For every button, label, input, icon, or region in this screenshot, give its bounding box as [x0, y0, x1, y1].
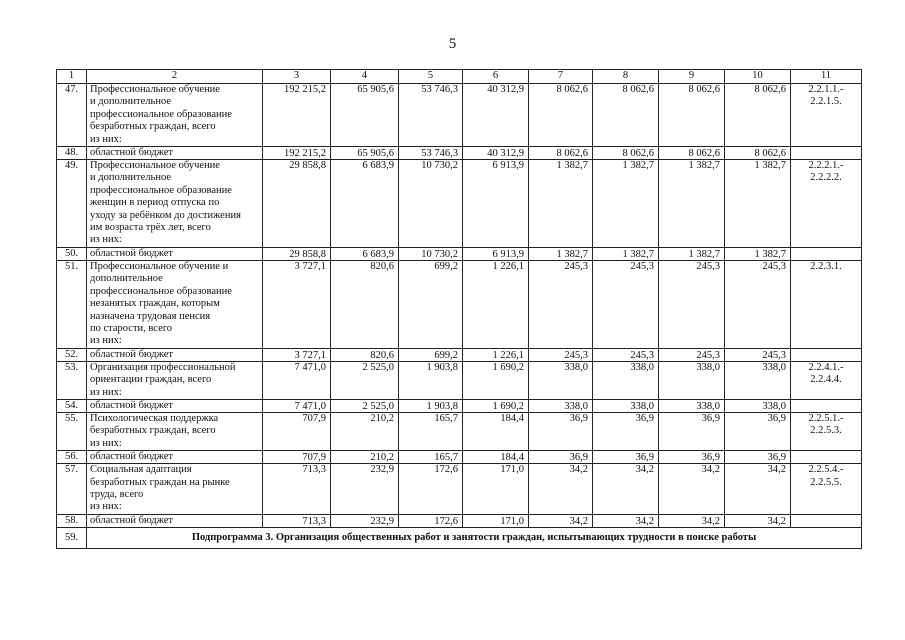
value-col9: 34,2: [659, 464, 725, 515]
value-col10: 338,0: [725, 399, 791, 412]
row-description: областной бюджет: [87, 399, 263, 412]
row-index: 56.: [57, 451, 87, 464]
row-description: Профессиональное обучение и дополнительное профессиональное образование незанятых граждан, которым назначена трудовая пенсия по старости, всего из них:: [87, 260, 263, 348]
value-col4: 2 525,0: [331, 399, 399, 412]
value-col8: 338,0: [593, 399, 659, 412]
value-col3: 707,9: [263, 451, 331, 464]
value-col7: 338,0: [529, 399, 593, 412]
column-number: 10: [725, 70, 791, 84]
value-col5: 53 746,3: [399, 84, 463, 147]
value-col10: 1 382,7: [725, 160, 791, 248]
column-number: 2: [87, 70, 263, 84]
reference-code: [791, 451, 862, 464]
value-col9: 36,9: [659, 451, 725, 464]
value-col6: 40 312,9: [463, 147, 529, 160]
row-index: 59.: [57, 527, 87, 548]
value-col5: 172,6: [399, 464, 463, 515]
column-number: 4: [331, 70, 399, 84]
value-col9: 34,2: [659, 514, 725, 527]
value-col5: 172,6: [399, 514, 463, 527]
value-col6: 40 312,9: [463, 84, 529, 147]
row-description: Организация профессиональной ориентации граждан, всего из них:: [87, 361, 263, 399]
reference-code: 2.2.2.1.- 2.2.2.2.: [791, 160, 862, 248]
value-col8: 8 062,6: [593, 84, 659, 147]
reference-code: 2.2.3.1.: [791, 260, 862, 348]
table-row: [57, 361, 862, 399]
value-col10: 34,2: [725, 464, 791, 515]
value-col5: 10 730,2: [399, 247, 463, 260]
row-index: 51.: [57, 260, 87, 348]
value-col6: 6 913,9: [463, 160, 529, 248]
column-number: 11: [791, 70, 862, 84]
value-col5: 699,2: [399, 260, 463, 348]
table-row: [57, 260, 862, 348]
value-col4: 6 683,9: [331, 247, 399, 260]
reference-code: [791, 348, 862, 361]
value-col3: 29 858,8: [263, 160, 331, 248]
row-index: 58.: [57, 514, 87, 527]
row-index: 50.: [57, 247, 87, 260]
value-col7: 245,3: [529, 348, 593, 361]
table-body: [57, 70, 862, 549]
value-col9: 1 382,7: [659, 247, 725, 260]
value-col9: 338,0: [659, 399, 725, 412]
row-index: 47.: [57, 84, 87, 147]
value-col8: 245,3: [593, 348, 659, 361]
value-col7: 8 062,6: [529, 147, 593, 160]
row-description: областной бюджет: [87, 348, 263, 361]
value-col3: 713,3: [263, 464, 331, 515]
value-col4: 210,2: [331, 412, 399, 450]
table-row: [57, 514, 862, 527]
value-col6: 1 226,1: [463, 348, 529, 361]
value-col4: 820,6: [331, 260, 399, 348]
row-index: 57.: [57, 464, 87, 515]
row-index: 48.: [57, 147, 87, 160]
value-col9: 8 062,6: [659, 84, 725, 147]
value-col10: 338,0: [725, 361, 791, 399]
reference-code: 2.2.4.1.- 2.2.4.4.: [791, 361, 862, 399]
value-col8: 1 382,7: [593, 160, 659, 248]
value-col6: 1 690,2: [463, 399, 529, 412]
value-col8: 1 382,7: [593, 247, 659, 260]
value-col7: 34,2: [529, 514, 593, 527]
value-col7: 36,9: [529, 451, 593, 464]
value-col6: 171,0: [463, 514, 529, 527]
column-number: 8: [593, 70, 659, 84]
value-col4: 210,2: [331, 451, 399, 464]
column-number: 3: [263, 70, 331, 84]
value-col5: 10 730,2: [399, 160, 463, 248]
value-col3: 3 727,1: [263, 260, 331, 348]
value-col8: 36,9: [593, 412, 659, 450]
value-col9: 245,3: [659, 348, 725, 361]
value-col4: 65 905,6: [331, 147, 399, 160]
value-col4: 820,6: [331, 348, 399, 361]
value-col5: 699,2: [399, 348, 463, 361]
value-col7: 338,0: [529, 361, 593, 399]
row-description: областной бюджет: [87, 247, 263, 260]
value-col8: 34,2: [593, 464, 659, 515]
table-row: [57, 399, 862, 412]
row-description: Профессиональное обучение и дополнительное профессиональное образование женщин в период отпуска по уходу за ребёнком до достижения им возраста трёх лет, всего из них:: [87, 160, 263, 248]
row-description: Социальная адаптация безработных граждан на рынке труда, всего из них:: [87, 464, 263, 515]
row-description: областной бюджет: [87, 514, 263, 527]
value-col6: 1 690,2: [463, 361, 529, 399]
value-col4: 65 905,6: [331, 84, 399, 147]
value-col5: 53 746,3: [399, 147, 463, 160]
value-col8: 36,9: [593, 451, 659, 464]
subprogram-row: [57, 527, 862, 548]
reference-code: [791, 514, 862, 527]
value-col10: 34,2: [725, 514, 791, 527]
row-index: 52.: [57, 348, 87, 361]
value-col8: 34,2: [593, 514, 659, 527]
value-col3: 192 215,2: [263, 84, 331, 147]
value-col6: 184,4: [463, 451, 529, 464]
value-col4: 232,9: [331, 514, 399, 527]
row-index: 54.: [57, 399, 87, 412]
value-col10: 8 062,6: [725, 147, 791, 160]
value-col4: 232,9: [331, 464, 399, 515]
value-col5: 1 903,8: [399, 399, 463, 412]
value-col6: 6 913,9: [463, 247, 529, 260]
table-row: [57, 412, 862, 450]
column-number: 7: [529, 70, 593, 84]
budget-table-container: [56, 69, 862, 549]
reference-code: 2.2.5.4.- 2.2.5.5.: [791, 464, 862, 515]
value-col6: 1 226,1: [463, 260, 529, 348]
value-col10: 8 062,6: [725, 84, 791, 147]
value-col3: 7 471,0: [263, 399, 331, 412]
table-row: [57, 147, 862, 160]
row-description: Профессиональное обучение и дополнительное профессиональное образование безработных граждан, всего из них:: [87, 84, 263, 147]
row-description: Психологическая поддержка безработных граждан, всего из них:: [87, 412, 263, 450]
value-col8: 245,3: [593, 260, 659, 348]
value-col3: 713,3: [263, 514, 331, 527]
value-col5: 165,7: [399, 412, 463, 450]
value-col7: 36,9: [529, 412, 593, 450]
table-row: [57, 247, 862, 260]
value-col7: 34,2: [529, 464, 593, 515]
value-col8: 338,0: [593, 361, 659, 399]
value-col3: 192 215,2: [263, 147, 331, 160]
table-row: [57, 84, 862, 147]
table-row: [57, 160, 862, 248]
value-col10: 245,3: [725, 260, 791, 348]
value-col9: 36,9: [659, 412, 725, 450]
value-col7: 245,3: [529, 260, 593, 348]
budget-table: [56, 69, 862, 549]
value-col8: 8 062,6: [593, 147, 659, 160]
value-col7: 8 062,6: [529, 84, 593, 147]
reference-code: [791, 247, 862, 260]
value-col4: 2 525,0: [331, 361, 399, 399]
reference-code: 2.2.1.1.- 2.2.1.5.: [791, 84, 862, 147]
value-col10: 1 382,7: [725, 247, 791, 260]
value-col4: 6 683,9: [331, 160, 399, 248]
value-col3: 7 471,0: [263, 361, 331, 399]
value-col10: 36,9: [725, 451, 791, 464]
value-col7: 1 382,7: [529, 160, 593, 248]
row-index: 53.: [57, 361, 87, 399]
value-col3: 29 858,8: [263, 247, 331, 260]
value-col9: 1 382,7: [659, 160, 725, 248]
column-number: 9: [659, 70, 725, 84]
reference-code: 2.2.5.1.- 2.2.5.3.: [791, 412, 862, 450]
page-number: 5: [448, 36, 457, 52]
row-description: областной бюджет: [87, 147, 263, 160]
value-col7: 1 382,7: [529, 247, 593, 260]
value-col9: 8 062,6: [659, 147, 725, 160]
column-number: 6: [463, 70, 529, 84]
column-number-row: [57, 70, 862, 84]
value-col6: 184,4: [463, 412, 529, 450]
table-row: [57, 348, 862, 361]
value-col9: 245,3: [659, 260, 725, 348]
value-col9: 338,0: [659, 361, 725, 399]
reference-code: [791, 147, 862, 160]
value-col10: 36,9: [725, 412, 791, 450]
reference-code: [791, 399, 862, 412]
value-col10: 245,3: [725, 348, 791, 361]
value-col3: 3 727,1: [263, 348, 331, 361]
row-index: 49.: [57, 160, 87, 248]
value-col3: 707,9: [263, 412, 331, 450]
value-col5: 1 903,8: [399, 361, 463, 399]
table-row: [57, 464, 862, 515]
row-description: областной бюджет: [87, 451, 263, 464]
column-number: 5: [399, 70, 463, 84]
subprogram-title: Подпрограмма 3. Организация общественных работ и занятости граждан, испытывающих трудности в поиске работы: [87, 527, 862, 548]
value-col5: 165,7: [399, 451, 463, 464]
column-number: 1: [57, 70, 87, 84]
value-col6: 171,0: [463, 464, 529, 515]
table-row: [57, 451, 862, 464]
row-index: 55.: [57, 412, 87, 450]
